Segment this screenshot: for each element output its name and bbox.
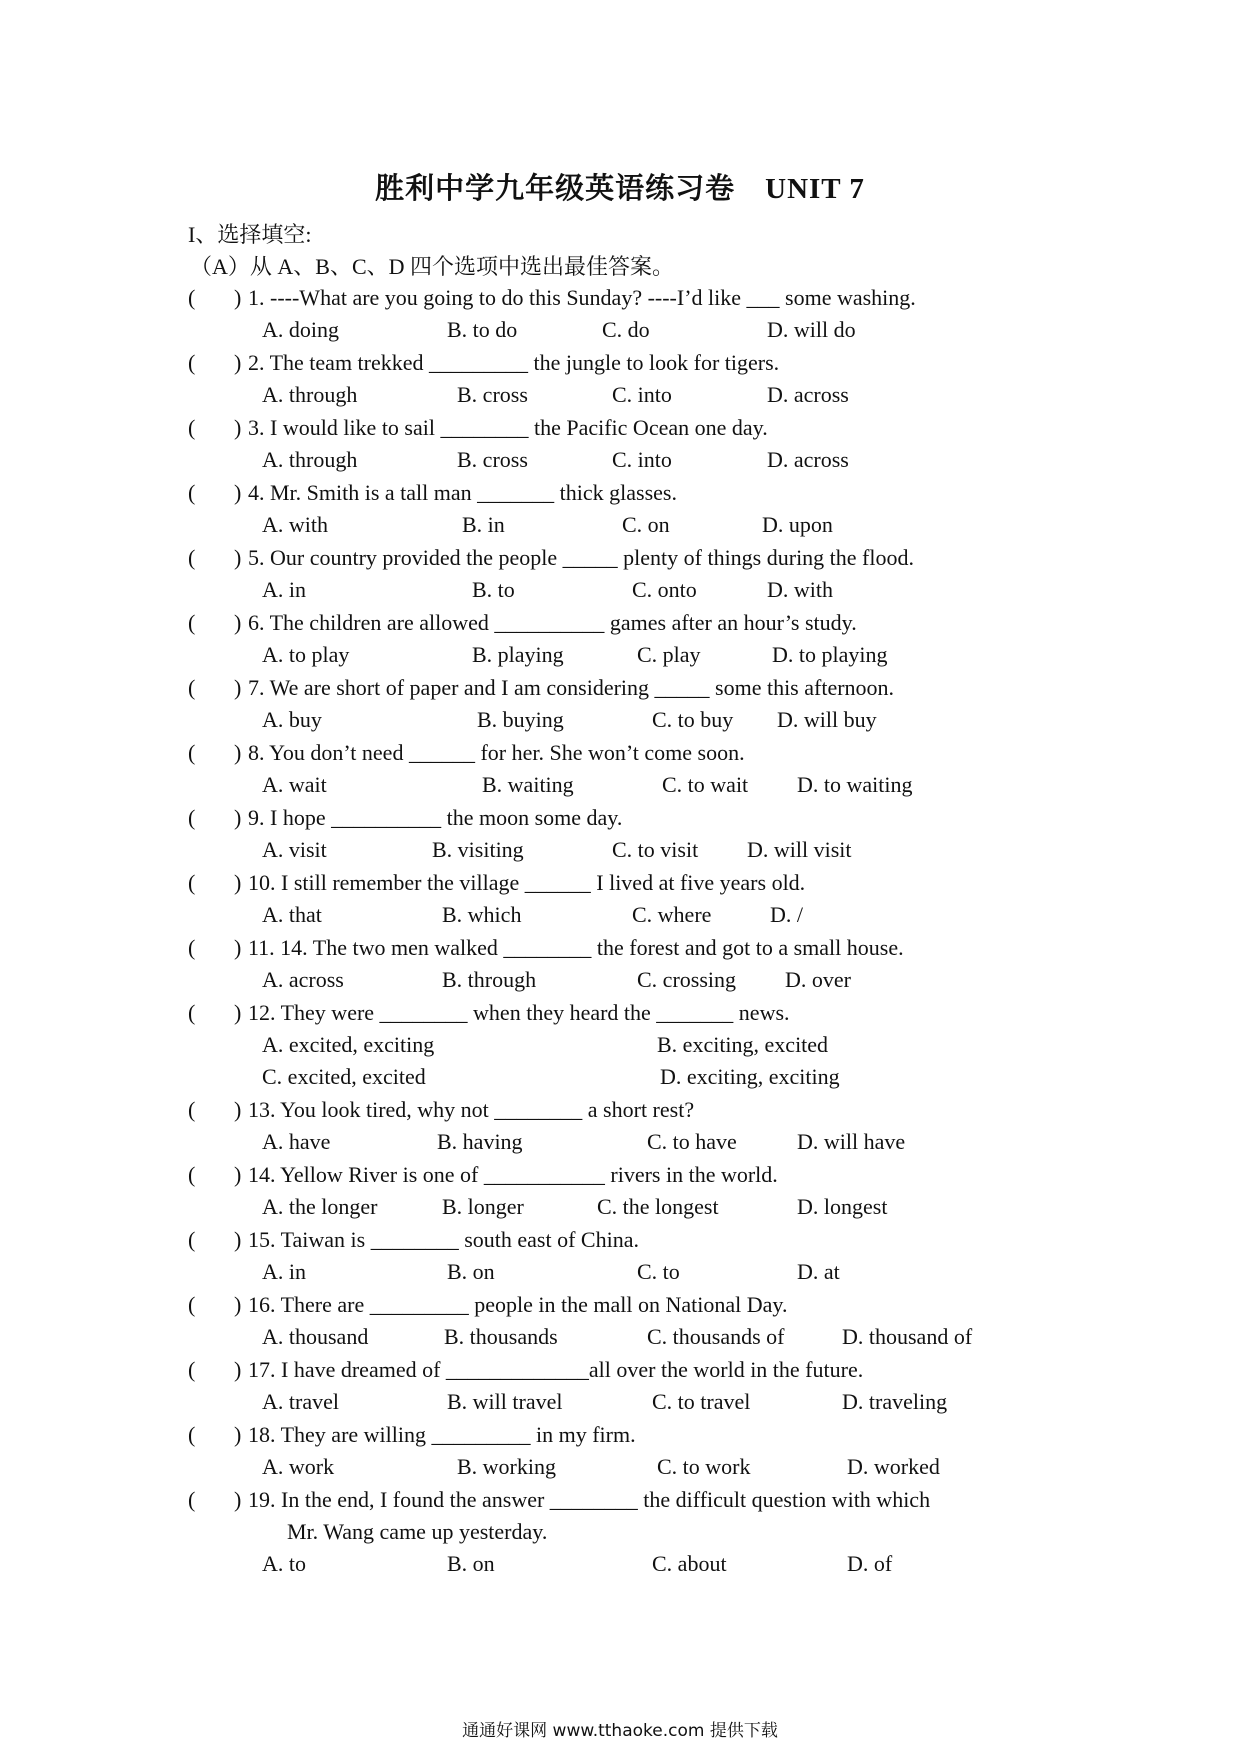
option-a: A. excited, exciting xyxy=(262,1032,435,1057)
option-d: D. at xyxy=(797,1259,840,1284)
footer-text: 通通好课网 www.tthaoke.com 提供下载 xyxy=(462,1721,778,1741)
answer-bracket-open: ( xyxy=(188,285,196,310)
question-text: 13. You look tired, why not ________ a short rest? xyxy=(248,1097,695,1122)
question-text: 10. I still remember the village ______ I lived at five years old. xyxy=(248,870,806,895)
title-unit: UNIT 7 xyxy=(765,173,865,205)
answer-bracket-open: ( xyxy=(188,740,196,765)
option-c: C. the longest xyxy=(597,1194,719,1219)
question-text: 3. I would like to sail ________ the Pacific Ocean one day. xyxy=(248,415,768,440)
option-a: A. wait xyxy=(262,772,327,797)
answer-bracket-open: ( xyxy=(188,870,196,895)
option-a: A. through xyxy=(262,382,358,407)
option-a: A. thousand xyxy=(262,1324,369,1349)
option-a: A. have xyxy=(262,1129,331,1154)
question-text: 4. Mr. Smith is a tall man _______ thick glasses. xyxy=(248,480,677,505)
option-c: C. to work xyxy=(657,1454,751,1479)
option-d: D. with xyxy=(767,577,833,602)
section-instruction: （A）从 A、B、C、D 四个选项中选出最佳答案。 xyxy=(190,254,675,279)
answer-bracket-open: ( xyxy=(188,1422,196,1447)
option-d: D. across xyxy=(767,382,849,407)
question-text: 7. We are short of paper and I am considering _____ some this afternoon. xyxy=(248,675,895,700)
answer-bracket-open: ( xyxy=(188,1097,196,1122)
option-a: A. doing xyxy=(262,317,339,342)
answer-bracket-open: ( xyxy=(188,350,196,375)
option-b: B. working xyxy=(457,1454,556,1479)
answer-bracket-close: ) xyxy=(234,350,242,375)
question-text: 2. The team trekked _________ the jungle to look for tigers. xyxy=(248,350,780,375)
option-d: D. worked xyxy=(847,1454,940,1479)
answer-bracket-close: ) xyxy=(234,935,242,960)
option-b: B. exciting, excited xyxy=(657,1032,829,1057)
answer-bracket-close: ) xyxy=(234,610,242,635)
option-b: B. waiting xyxy=(482,772,574,797)
option-d: D. will buy xyxy=(777,707,877,732)
option-c: C. where xyxy=(632,902,712,927)
answer-bracket-close: ) xyxy=(234,1487,242,1512)
option-b: B. playing xyxy=(472,642,564,667)
answer-bracket-close: ) xyxy=(234,1097,242,1122)
section-heading: I、选择填空: xyxy=(188,222,312,247)
option-a: A. that xyxy=(262,902,322,927)
option-d: D. will do xyxy=(767,317,856,342)
option-b: B. on xyxy=(447,1551,495,1576)
option-b: B. visiting xyxy=(432,837,524,862)
question-text: 6. The children are allowed __________ games after an hour’s study. xyxy=(248,610,857,635)
option-b: B. will travel xyxy=(447,1389,563,1414)
answer-bracket-open: ( xyxy=(188,805,196,830)
option-c: C. to buy xyxy=(652,707,734,732)
option-a: A. to xyxy=(262,1551,306,1576)
answer-bracket-close: ) xyxy=(234,1357,242,1382)
answer-bracket-close: ) xyxy=(234,1000,242,1025)
answer-bracket-close: ) xyxy=(234,480,242,505)
option-b: B. on xyxy=(447,1259,495,1284)
option-b: B. cross xyxy=(457,382,528,407)
option-a: A. travel xyxy=(262,1389,339,1414)
option-c: C. into xyxy=(612,382,672,407)
option-b: B. to xyxy=(472,577,515,602)
question-text: 8. You don’t need ______ for her. She won’t come soon. xyxy=(248,740,745,765)
answer-bracket-open: ( xyxy=(188,1487,196,1512)
answer-bracket-close: ) xyxy=(234,285,242,310)
answer-bracket-close: ) xyxy=(234,1227,242,1252)
option-a: A. the longer xyxy=(262,1194,378,1219)
option-d: D. thousand of xyxy=(842,1324,973,1349)
option-a: A. to play xyxy=(262,642,350,667)
question-text: 12. They were ________ when they heard the _______ news. xyxy=(248,1000,790,1025)
question-text: 15. Taiwan is ________ south east of China. xyxy=(248,1227,639,1252)
answer-bracket-open: ( xyxy=(188,935,196,960)
question-text: 17. I have dreamed of _____________all over the world in the future. xyxy=(248,1357,864,1382)
option-d: D. will visit xyxy=(747,837,852,862)
option-b: B. buying xyxy=(477,707,564,732)
option-b: B. in xyxy=(462,512,505,537)
answer-bracket-open: ( xyxy=(188,415,196,440)
answer-bracket-close: ) xyxy=(234,870,242,895)
option-c: C. about xyxy=(652,1551,727,1576)
option-a: A. through xyxy=(262,447,358,472)
answer-bracket-open: ( xyxy=(188,1000,196,1025)
option-a: A. in xyxy=(262,1259,306,1284)
option-c: C. on xyxy=(622,512,670,537)
option-a: A. buy xyxy=(262,707,322,732)
answer-bracket-close: ) xyxy=(234,805,242,830)
question-text: 14. Yellow River is one of ___________ rivers in the world. xyxy=(248,1162,778,1187)
option-a: A. across xyxy=(262,967,344,992)
option-d: D. to playing xyxy=(772,642,888,667)
option-d: D. exciting, exciting xyxy=(660,1064,840,1089)
option-c: C. to visit xyxy=(612,837,699,862)
answer-bracket-close: ) xyxy=(234,740,242,765)
option-c: C. onto xyxy=(632,577,697,602)
option-d: D. of xyxy=(847,1551,893,1576)
option-d: D. / xyxy=(770,902,803,927)
answer-bracket-close: ) xyxy=(234,1162,242,1187)
page-title xyxy=(0,166,1240,207)
option-c: C. into xyxy=(612,447,672,472)
option-d: D. will have xyxy=(797,1129,906,1154)
option-c: C. to have xyxy=(647,1129,737,1154)
option-b: B. to do xyxy=(447,317,518,342)
option-c: C. to wait xyxy=(662,772,749,797)
question-text: 16. There are _________ people in the mall on National Day. xyxy=(248,1292,788,1317)
option-b: B. thousands xyxy=(444,1324,558,1349)
option-c: C. do xyxy=(602,317,650,342)
answer-bracket-close: ) xyxy=(234,1422,242,1447)
option-a: A. in xyxy=(262,577,306,602)
question-text-continuation: Mr. Wang came up yesterday. xyxy=(287,1519,548,1544)
answer-bracket-open: ( xyxy=(188,1292,196,1317)
answer-bracket-close: ) xyxy=(234,1292,242,1317)
option-d: D. upon xyxy=(762,512,833,537)
option-b: B. having xyxy=(437,1129,523,1154)
option-c: C. play xyxy=(637,642,701,667)
option-d: D. longest xyxy=(797,1194,888,1219)
question-text: 1. ----What are you going to do this Sunday? ----I’d like ___ some washing. xyxy=(248,285,916,310)
answer-bracket-open: ( xyxy=(188,675,196,700)
option-d: D. traveling xyxy=(842,1389,948,1414)
option-c: C. to xyxy=(637,1259,680,1284)
option-b: B. longer xyxy=(442,1194,524,1219)
option-d: D. to waiting xyxy=(797,772,913,797)
option-c: C. to travel xyxy=(652,1389,751,1414)
answer-bracket-open: ( xyxy=(188,1227,196,1252)
question-text: 5. Our country provided the people _____ plenty of things during the flood. xyxy=(248,545,914,570)
answer-bracket-close: ) xyxy=(234,675,242,700)
option-a: A. visit xyxy=(262,837,327,862)
option-c: C. excited, excited xyxy=(262,1064,426,1089)
answer-bracket-close: ) xyxy=(234,415,242,440)
option-a: A. with xyxy=(262,512,328,537)
option-c: C. thousands of xyxy=(647,1324,785,1349)
answer-bracket-open: ( xyxy=(188,610,196,635)
answer-bracket-open: ( xyxy=(188,1162,196,1187)
option-d: D. over xyxy=(785,967,851,992)
option-c: C. crossing xyxy=(637,967,736,992)
question-text: 18. They are willing _________ in my firm. xyxy=(248,1422,636,1447)
title-main: 胜利中学九年级英语练习卷 xyxy=(375,173,736,205)
question-text: 11. 14. The two men walked ________ the forest and got to a small house. xyxy=(248,935,904,960)
option-a: A. work xyxy=(262,1454,335,1479)
answer-bracket-open: ( xyxy=(188,480,196,505)
answer-bracket-open: ( xyxy=(188,545,196,570)
option-b: B. cross xyxy=(457,447,528,472)
answer-bracket-open: ( xyxy=(188,1357,196,1382)
question-text: 19. In the end, I found the answer ________ the difficult question with which xyxy=(248,1487,931,1512)
option-b: B. which xyxy=(442,902,522,927)
option-b: B. through xyxy=(442,967,537,992)
option-d: D. across xyxy=(767,447,849,472)
answer-bracket-close: ) xyxy=(234,545,242,570)
question-text: 9. I hope __________ the moon some day. xyxy=(248,805,623,830)
